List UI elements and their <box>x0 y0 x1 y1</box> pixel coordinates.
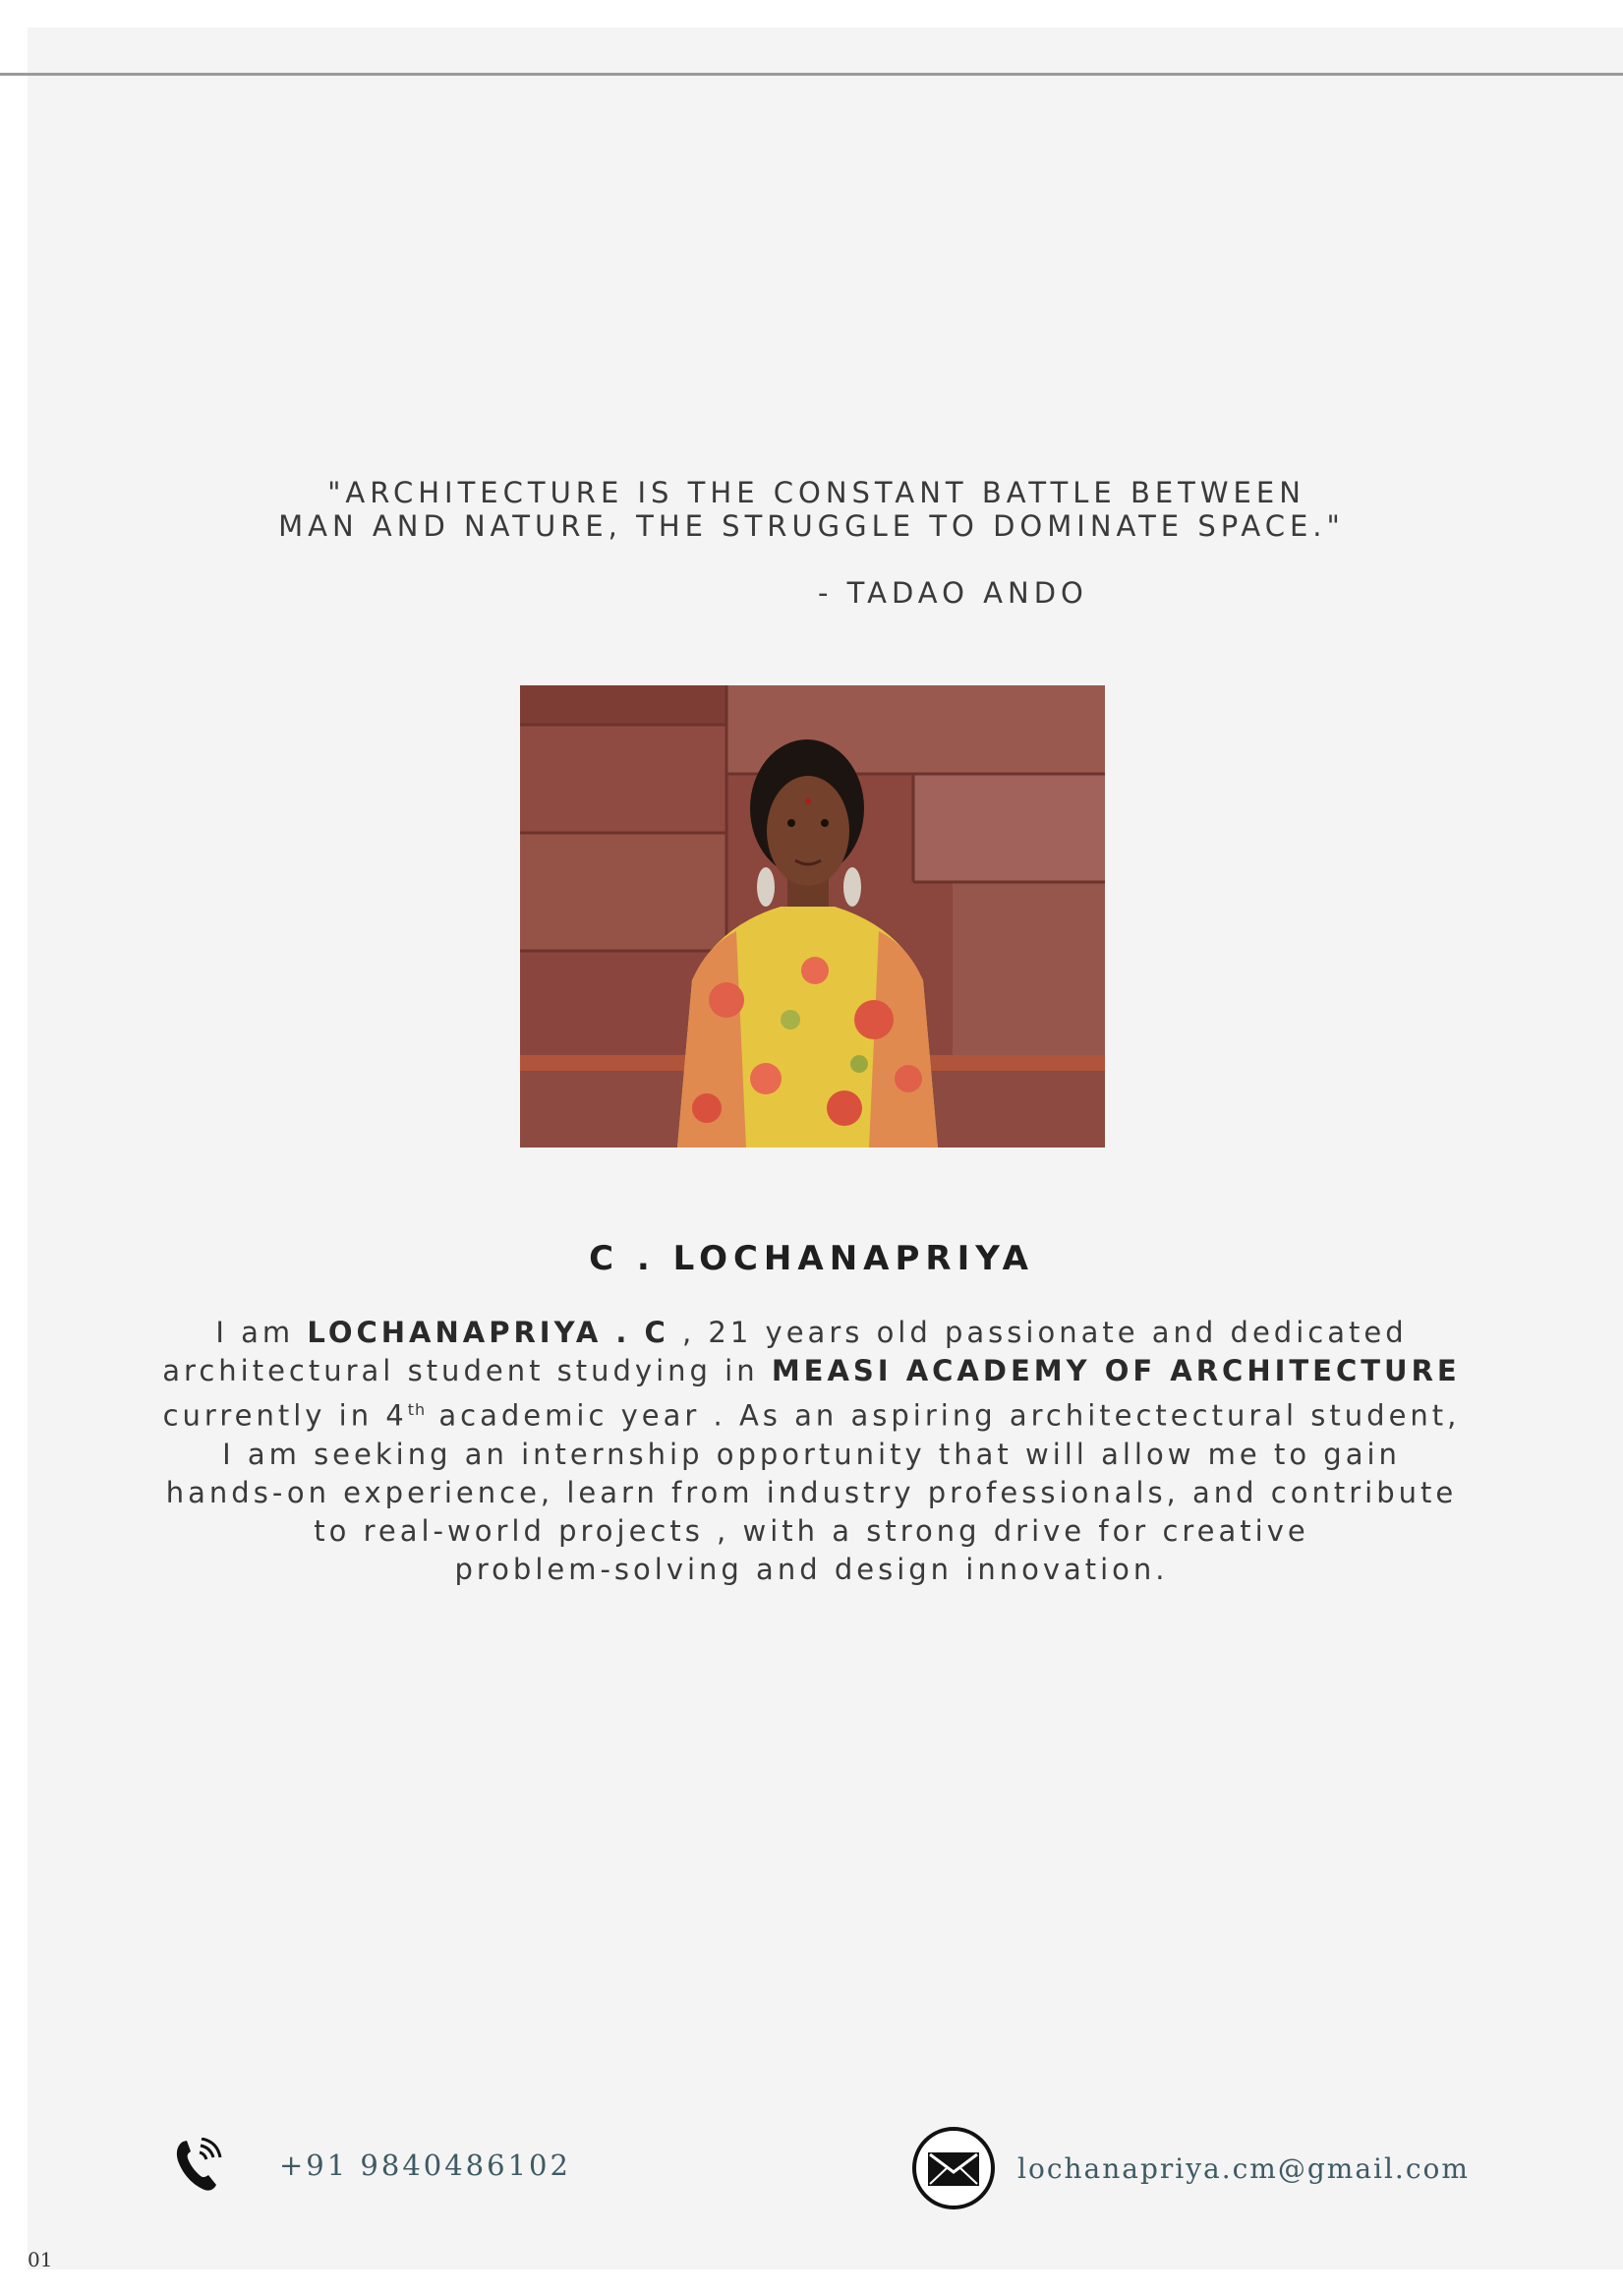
bio-line: to real-world projects , with a strong drive for creative <box>314 1513 1309 1548</box>
bio-superscript: th <box>407 1400 427 1419</box>
bio-text: architectural student studying in <box>162 1354 772 1387</box>
email-contact[interactable] <box>911 2125 1470 2211</box>
bio-line: I am seeking an internship opportunity that will allow me to gain <box>222 1437 1401 1471</box>
page-number: 01 <box>28 2248 53 2271</box>
quote-line-1: "ARCHITECTURE IS THE CONSTANT BATTLE BETWEEN <box>327 476 1305 509</box>
phone-contact[interactable] <box>173 2136 571 2195</box>
bio-line <box>79 1352 1544 1390</box>
quote-line-2: MAN AND NATURE, THE STRUGGLE TO DOMINATE SPACE." <box>278 509 1345 543</box>
bio-text: academic year . As an aspiring architectectural student, <box>426 1398 1461 1433</box>
bio-paragraph <box>79 1314 1544 1589</box>
top-divider <box>0 73 1623 76</box>
profile-name: C . LOCHANAPRIYA <box>589 1239 1034 1278</box>
bio-text: , 21 years old passionate and dedicated <box>668 1316 1408 1349</box>
bio-text: I am <box>215 1316 308 1349</box>
bio-text: currently in 4 <box>162 1398 408 1433</box>
phone-number[interactable]: +91 9840486102 <box>279 2149 571 2182</box>
bio-line <box>79 1314 1544 1352</box>
bio-emphasis-school: MEASI ACADEMY OF ARCHITECTURE <box>771 1354 1461 1387</box>
bio-line: problem-solving and design innovation. <box>454 1552 1169 1586</box>
profile-photo <box>520 685 1105 1148</box>
email-address[interactable]: lochanapriya.cm@gmail.com <box>1017 2151 1470 2185</box>
bio-emphasis-name: LOCHANAPRIYA . C <box>307 1316 669 1349</box>
quote-block <box>0 476 1623 543</box>
page-sheet <box>28 28 1623 2269</box>
bio-line <box>79 1390 1544 1436</box>
quote-author: - TADAO ANDO <box>818 576 1088 610</box>
envelope-icon <box>911 2126 996 2210</box>
bio-line: hands-on experience, learn from industry professionals, and contribute <box>165 1475 1458 1509</box>
phone-icon <box>173 2138 222 2193</box>
